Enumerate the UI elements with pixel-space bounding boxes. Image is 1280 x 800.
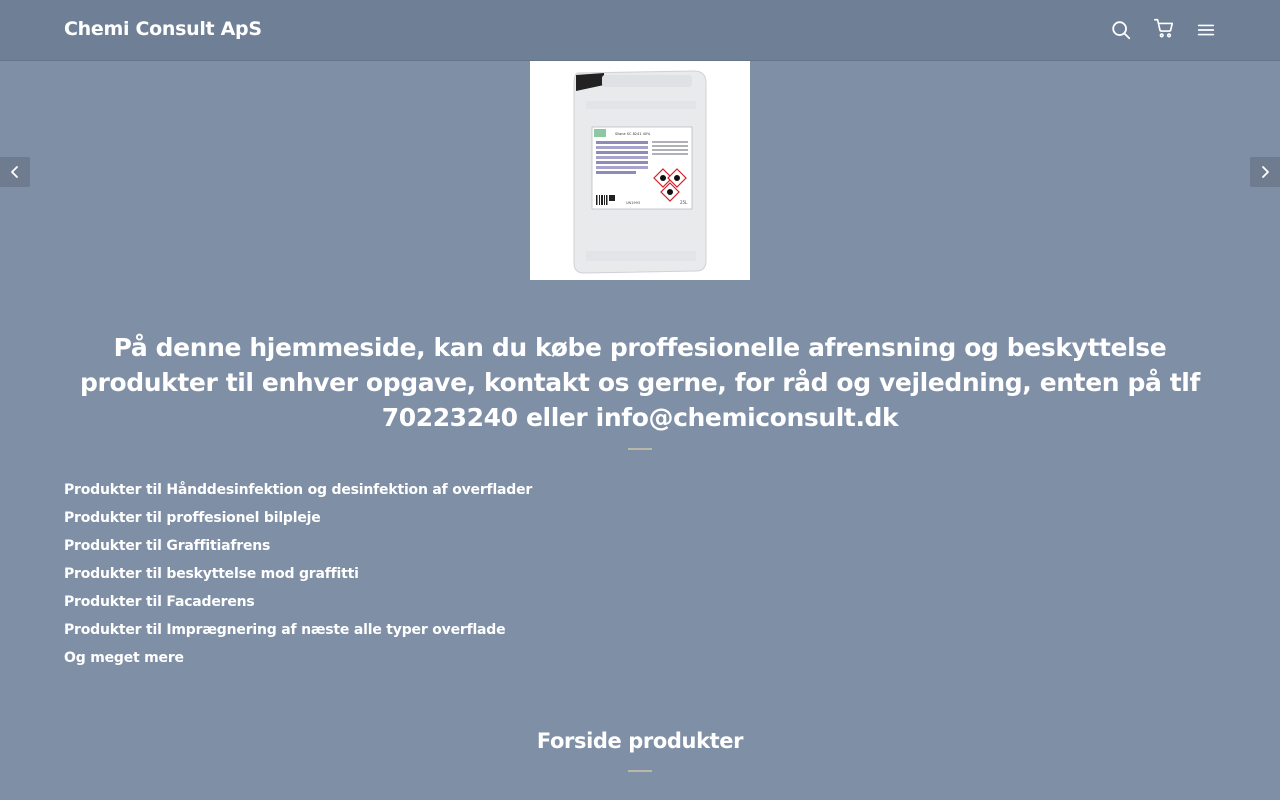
- list-item: Produkter til proffesionel bilpleje: [64, 510, 321, 526]
- product-category-list: [64, 480, 964, 676]
- volume-label: 25L: [680, 200, 688, 205]
- chevron-right-icon: [1258, 165, 1272, 179]
- front-products-title: Forside produkter: [536, 729, 744, 753]
- intro-headline: På denne hjemmeside, kan du købe proffesionelle afrensning og beskyttelse produkter til enhver opgave, kontakt os gerne, for råd og vejledning, enten på tlf 70223240 eller info@chemiconsult.dk: [80, 333, 1200, 432]
- list-item: Produkter til Facaderens: [64, 594, 255, 610]
- list-item: Produkter til beskyttelse mod graffitti: [64, 566, 359, 582]
- brand-logo-link[interactable]: Chemi Consult ApS: [64, 18, 262, 40]
- slider-prev-button[interactable]: [0, 157, 30, 187]
- search-icon[interactable]: [1107, 16, 1135, 44]
- cart-icon[interactable]: [1150, 14, 1178, 42]
- list-item: Og meget mere: [64, 650, 184, 666]
- list-item: Produkter til Hånddesinfektion og desinfektion af overflader: [64, 482, 533, 498]
- list-item: Produkter til Graffitiafrens: [64, 538, 271, 554]
- site-header: [0, 0, 1280, 61]
- headline-divider: [628, 448, 652, 450]
- menu-icon[interactable]: [1192, 16, 1220, 44]
- section-divider: [628, 770, 652, 772]
- slider-next-button[interactable]: [1250, 157, 1280, 187]
- product-image-jerrycan[interactable]: [530, 61, 750, 280]
- label-title: Silane SC 8241 40%: [615, 132, 651, 136]
- product-slider: [0, 61, 1280, 280]
- list-item: Produkter til Imprægnering af næste alle typer overflade: [64, 622, 506, 638]
- un-number-label: UN1993: [626, 201, 641, 205]
- chevron-left-icon: [8, 165, 22, 179]
